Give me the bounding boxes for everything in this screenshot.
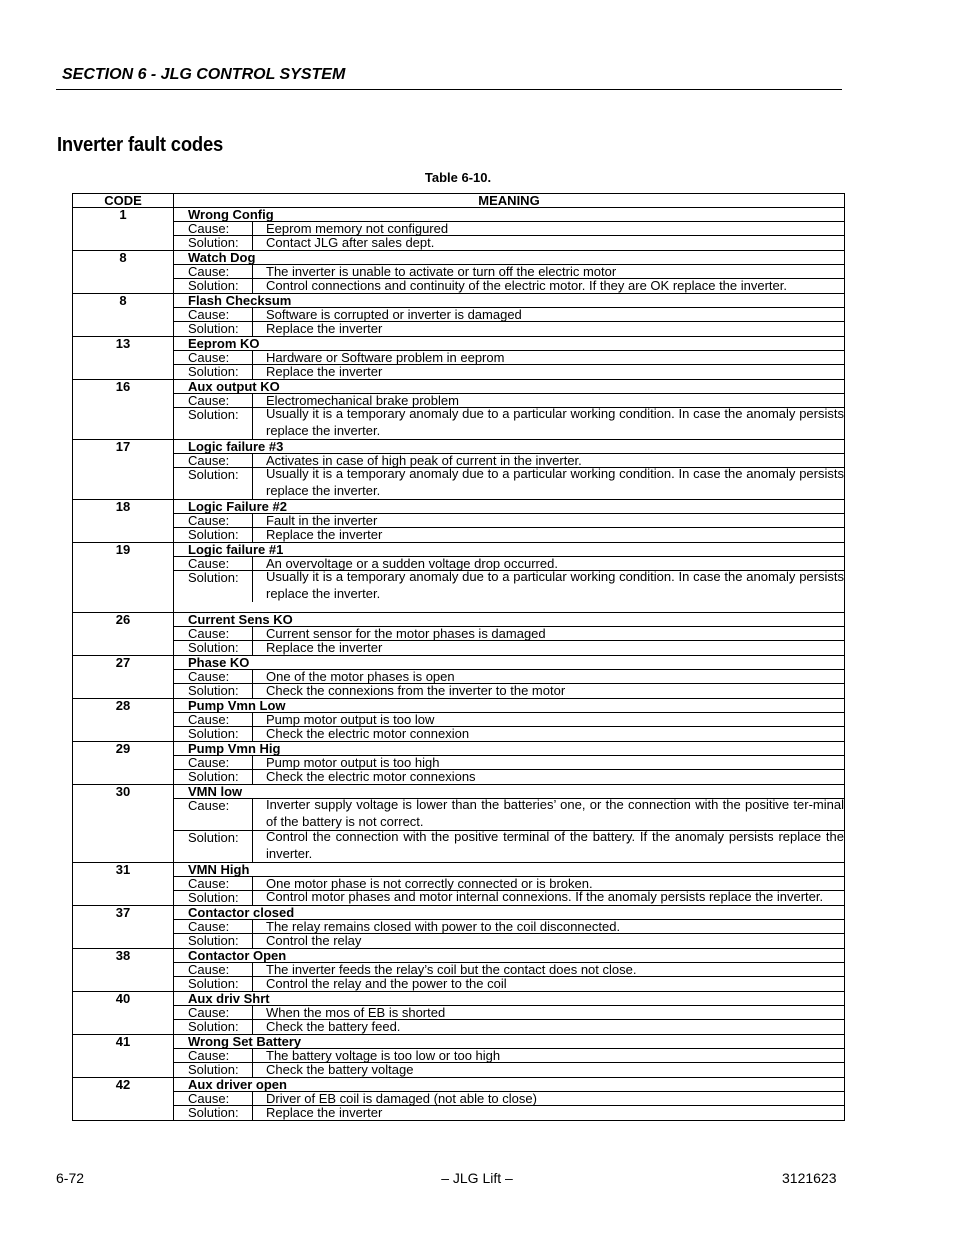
cause-line [174, 670, 844, 684]
table-row [73, 208, 845, 250]
solution-line [174, 934, 844, 948]
solution-text: Check the battery feed. [266, 1019, 401, 1034]
fault-code: 31 [73, 863, 174, 905]
fault-code: 13 [73, 337, 174, 379]
cause-line [174, 799, 844, 831]
cause-label: Cause: [174, 799, 253, 830]
solution-line [174, 1020, 844, 1034]
fault-title: Logic failure #3 [174, 440, 844, 454]
fault-meaning [174, 949, 845, 991]
solution-label: Solution: [174, 236, 253, 250]
cause-label: Cause: [174, 265, 253, 278]
cause-line [174, 1006, 844, 1020]
table-row [73, 250, 845, 293]
solution-label: Solution: [174, 891, 253, 905]
cause-text: The battery voltage is too low or too high [266, 1048, 501, 1063]
fault-title: Watch Dog [174, 251, 844, 265]
table-row [73, 612, 845, 655]
solution-text: Replace the inverter [266, 1105, 383, 1120]
fault-code: 8 [73, 294, 174, 336]
solution-text: Usually it is a temporary anomaly due to a particular working condition. In case the anomaly persists replace the inverter. [266, 466, 844, 498]
fault-code-table [72, 193, 845, 1121]
solution-label: Solution: [174, 468, 253, 499]
cause-text: Eeprom memory not configured [266, 221, 449, 236]
solution-text: Control connections and continuity of the electric motor. If they are OK replace the inverter. [266, 278, 787, 293]
fault-meaning [174, 500, 845, 542]
fault-meaning [174, 251, 845, 293]
cause-label: Cause: [174, 454, 253, 467]
fault-title: Pump Vmn Hig [174, 742, 844, 756]
fault-title: Pump Vmn Low [174, 699, 844, 713]
cause-label: Cause: [174, 1092, 253, 1105]
solution-line [174, 891, 844, 905]
fault-title: VMN High [174, 863, 844, 877]
table-row [73, 991, 845, 1034]
solution-line [174, 727, 844, 741]
cause-label: Cause: [174, 670, 253, 683]
fault-meaning [174, 613, 845, 655]
fault-title: Contactor Open [174, 949, 844, 963]
cause-label: Cause: [174, 557, 253, 570]
fault-title: Aux driv Shrt [174, 992, 844, 1006]
fault-code: 28 [73, 699, 174, 741]
solution-text: Check the electric motor connexion [266, 726, 470, 741]
solution-text: Control the relay [266, 933, 362, 948]
solution-text: Replace the inverter [266, 321, 383, 336]
cause-label: Cause: [174, 308, 253, 321]
fault-meaning [174, 1078, 845, 1120]
table-row [73, 499, 845, 542]
cause-text: Inverter supply voltage is lower than the batteries’ one, or the connection with the positive ter-minal of the battery is not correct. [266, 797, 844, 829]
table-row [73, 905, 845, 948]
cause-label: Cause: [174, 713, 253, 726]
solution-text: Replace the inverter [266, 364, 383, 379]
solution-line [174, 684, 844, 698]
cause-label: Cause: [174, 756, 253, 769]
cause-label: Cause: [174, 394, 253, 407]
solution-text: Control motor phases and motor internal connexions. If the anomaly persists replace the inverter. [266, 889, 824, 904]
solution-label: Solution: [174, 1063, 253, 1077]
solution-text: Control the relay and the power to the coil [266, 976, 507, 991]
table-row [73, 1034, 845, 1077]
cause-text: Hardware or Software problem in eeprom [266, 350, 505, 365]
solution-text: Check the connexions from the inverter to the motor [266, 683, 566, 698]
solution-text: Check the electric motor connexions [266, 769, 476, 784]
header-rule [56, 89, 842, 90]
cause-line [174, 308, 844, 322]
cause-text: The inverter is unable to activate or turn off the electric motor [266, 264, 617, 279]
cause-text: Activates in case of high peak of current in the inverter. [266, 453, 582, 468]
cause-label: Cause: [174, 963, 253, 976]
fault-title: Aux driver open [174, 1078, 844, 1092]
solution-line [174, 1106, 844, 1120]
table-body [73, 208, 845, 1120]
solution-label: Solution: [174, 1020, 253, 1034]
solution-text: Usually it is a temporary anomaly due to a particular working condition. In case the anomaly persists replace the inverter. [266, 569, 844, 601]
solution-text: Check the battery voltage [266, 1062, 414, 1077]
cause-text: Current sensor for the motor phases is damaged [266, 626, 546, 641]
solution-label: Solution: [174, 528, 253, 542]
solution-label: Solution: [174, 365, 253, 379]
solution-label: Solution: [174, 408, 253, 439]
fault-code: 27 [73, 656, 174, 698]
solution-line [174, 468, 844, 499]
table-row [73, 862, 845, 905]
page-number: 6-72 [56, 1170, 85, 1186]
cause-text: The inverter feeds the relay’s coil but the contact does not close. [266, 962, 637, 977]
solution-label: Solution: [174, 684, 253, 698]
fault-code: 37 [73, 906, 174, 948]
cause-text: Pump motor output is too high [266, 755, 440, 770]
cause-line [174, 222, 844, 236]
cause-text: When the mos of EB is shorted [266, 1005, 446, 1020]
cause-line [174, 514, 844, 528]
cause-label: Cause: [174, 1049, 253, 1062]
solution-text: Replace the inverter [266, 527, 383, 542]
fault-title: Wrong Set Battery [174, 1035, 844, 1049]
solution-line [174, 770, 844, 784]
solution-text: Control the connection with the positive terminal of the battery. If the anomaly persists replace the inverter. [266, 829, 844, 861]
cause-line [174, 1049, 844, 1063]
footer-brand: – JLG Lift – [441, 1170, 513, 1186]
fault-meaning [174, 208, 845, 250]
fault-code: 40 [73, 992, 174, 1034]
table-row [73, 336, 845, 379]
cause-label: Cause: [174, 351, 253, 364]
solution-label: Solution: [174, 977, 253, 991]
fault-code: 38 [73, 949, 174, 991]
solution-label: Solution: [174, 934, 253, 948]
fault-title: Phase KO [174, 656, 844, 670]
fault-code: 30 [73, 785, 174, 862]
cause-text: Pump motor output is too low [266, 712, 435, 727]
solution-line [174, 279, 844, 293]
solution-text: Contact JLG after sales dept. [266, 235, 435, 250]
cause-line [174, 756, 844, 770]
fault-code: 17 [73, 440, 174, 499]
cause-label: Cause: [174, 920, 253, 933]
fault-meaning [174, 906, 845, 948]
fault-title: Aux output KO [174, 380, 844, 394]
table-row [73, 698, 845, 741]
fault-meaning [174, 863, 845, 905]
cause-label: Cause: [174, 627, 253, 640]
fault-meaning [174, 1035, 845, 1077]
table-row [73, 379, 845, 439]
cause-label: Cause: [174, 877, 253, 890]
cause-text: An overvoltage or a sudden voltage drop occurred. [266, 556, 558, 571]
table-caption: Table 6-10. [424, 170, 492, 185]
fault-title: Logic Failure #2 [174, 500, 844, 514]
solution-label: Solution: [174, 727, 253, 741]
cause-line [174, 265, 844, 279]
cause-text: The relay remains closed with power to the coil disconnected. [266, 919, 621, 934]
solution-line [174, 977, 844, 991]
fault-meaning [174, 785, 845, 862]
cause-label: Cause: [174, 514, 253, 527]
solution-label: Solution: [174, 571, 253, 602]
solution-label: Solution: [174, 279, 253, 293]
table-row [73, 439, 845, 499]
table-row [73, 542, 845, 612]
fault-title: Wrong Config [174, 208, 844, 222]
fault-title: Eeprom KO [174, 337, 844, 351]
fault-title: VMN low [174, 785, 844, 799]
solution-label: Solution: [174, 770, 253, 784]
solution-line [174, 322, 844, 336]
fault-title: Flash Checksum [174, 294, 844, 308]
fault-code: 18 [73, 500, 174, 542]
cause-text: Driver of EB coil is damaged (not able to close) [266, 1091, 537, 1106]
page-heading: Inverter fault codes [57, 134, 224, 156]
table-row [73, 741, 845, 784]
fault-title: Current Sens KO [174, 613, 844, 627]
section-header: SECTION 6 - JLG CONTROL SYSTEM [62, 66, 346, 83]
fault-code: 41 [73, 1035, 174, 1077]
fault-code: 26 [73, 613, 174, 655]
solution-text: Usually it is a temporary anomaly due to a particular working condition. In case the anomaly persists replace the inverter. [266, 406, 844, 438]
fault-meaning [174, 440, 845, 499]
table-row [73, 293, 845, 336]
cause-label: Cause: [174, 1006, 253, 1019]
cause-label: Cause: [174, 222, 253, 235]
cause-line [174, 627, 844, 641]
fault-meaning [174, 742, 845, 784]
cause-text: Fault in the inverter [266, 513, 378, 528]
fault-meaning [174, 656, 845, 698]
solution-line [174, 571, 844, 612]
fault-code: 16 [73, 380, 174, 439]
table-header-row [73, 194, 845, 208]
solution-line [174, 641, 844, 655]
fault-meaning [174, 992, 845, 1034]
solution-line [174, 831, 844, 862]
table-row [73, 655, 845, 698]
fault-title: Logic failure #1 [174, 543, 844, 557]
document-number: 3121623 [782, 1170, 837, 1186]
fault-meaning [174, 337, 845, 379]
fault-code: 29 [73, 742, 174, 784]
cause-text: Software is corrupted or inverter is damaged [266, 307, 522, 322]
cause-line [174, 920, 844, 934]
cause-text: One of the motor phases is open [266, 669, 455, 684]
fault-meaning [174, 294, 845, 336]
fault-title: Contactor closed [174, 906, 844, 920]
solution-line [174, 365, 844, 379]
cause-text: Electromechanical brake problem [266, 393, 459, 408]
cause-line [174, 713, 844, 727]
column-header-meaning: MEANING [174, 194, 845, 207]
table-row [73, 948, 845, 991]
table-row [73, 1077, 845, 1120]
cause-line [174, 963, 844, 977]
column-header-code: CODE [73, 194, 174, 207]
cause-line [174, 351, 844, 365]
solution-line [174, 408, 844, 439]
table-row [73, 784, 845, 862]
solution-line [174, 528, 844, 542]
solution-line [174, 236, 844, 250]
fault-meaning [174, 543, 845, 612]
solution-label: Solution: [174, 322, 253, 336]
fault-code: 8 [73, 251, 174, 293]
cause-text: One motor phase is not correctly connected or is broken. [266, 876, 593, 891]
fault-code: 19 [73, 543, 174, 612]
fault-code: 1 [73, 208, 174, 250]
fault-meaning [174, 380, 845, 439]
solution-text: Replace the inverter [266, 640, 383, 655]
fault-code: 42 [73, 1078, 174, 1120]
cause-line [174, 1092, 844, 1106]
solution-label: Solution: [174, 641, 253, 655]
solution-label: Solution: [174, 1106, 253, 1120]
fault-meaning [174, 699, 845, 741]
solution-line [174, 1063, 844, 1077]
solution-label: Solution: [174, 831, 253, 862]
